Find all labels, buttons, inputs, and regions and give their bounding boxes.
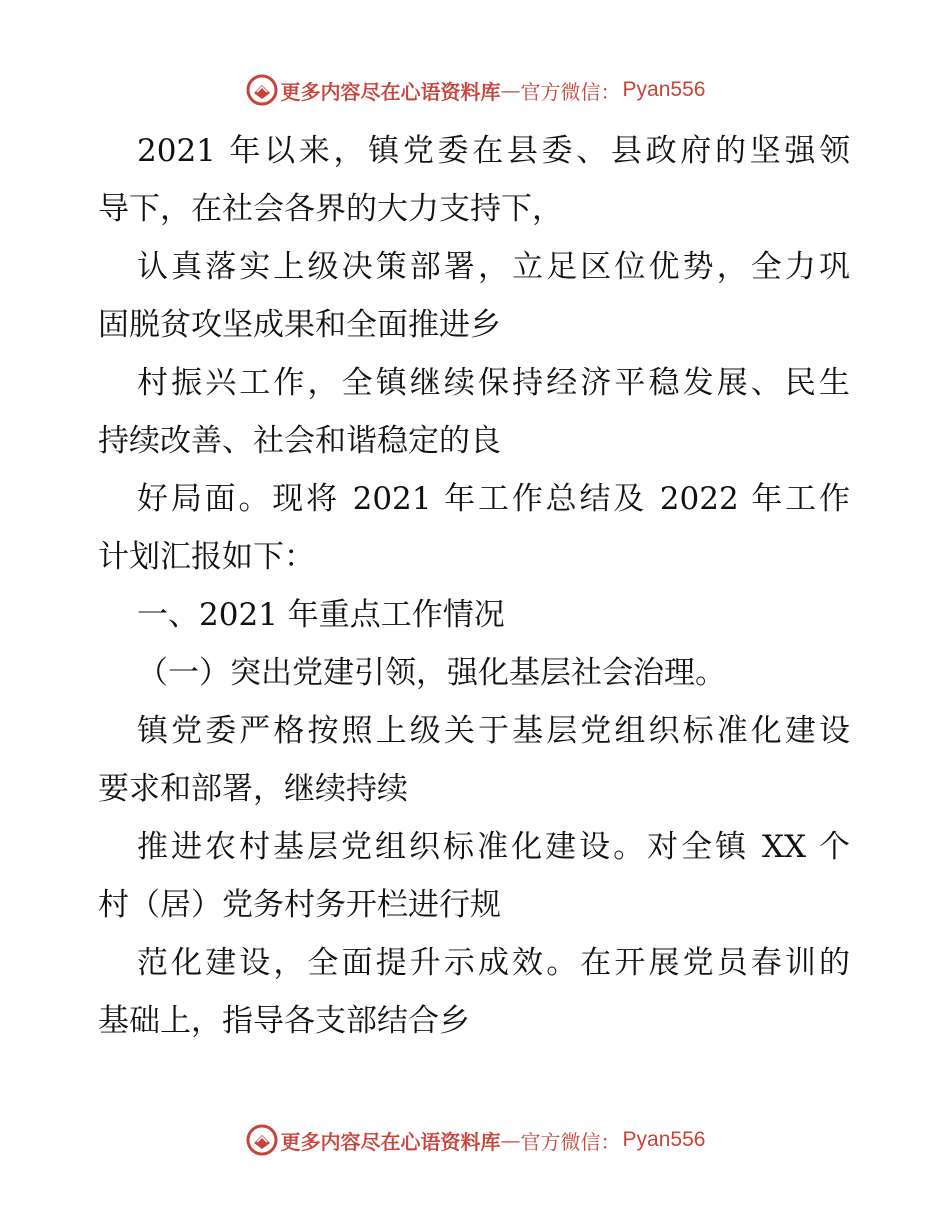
watermark-separator: — bbox=[500, 78, 521, 102]
body-line: 推进农村基层党组织标准化建设。对全镇 XX 个 bbox=[137, 829, 850, 865]
watermark-wechat-id: Pyan556 bbox=[622, 78, 706, 101]
body-line: 导下，在社会各界的大力支持下， bbox=[98, 191, 563, 227]
subsection-heading: （一）突出党建引领，强化基层社会治理。 bbox=[137, 655, 726, 691]
body-line: 固脱贫攻坚成果和全面推进乡 bbox=[98, 307, 501, 343]
body-line: 2021 年以来，镇党委在县委、县政府的坚强领 bbox=[137, 133, 850, 169]
body-line: 要求和部署，继续持续 bbox=[98, 771, 408, 807]
book-logo-icon bbox=[245, 73, 279, 107]
watermark-separator: — bbox=[500, 1128, 521, 1152]
body-line: 计划汇报如下： bbox=[98, 539, 315, 575]
body-line: 镇党委严格按照上级关于基层党组织标准化建设 bbox=[137, 713, 850, 749]
watermark-title: 更多内容尽在心语资料库 bbox=[280, 1129, 501, 1154]
body-line: 持续改善、社会和谐稳定的良 bbox=[98, 423, 501, 459]
watermark-wechat-label: 官方微信： bbox=[520, 79, 621, 104]
watermark-title: 更多内容尽在心语资料库 bbox=[280, 79, 501, 104]
watermark-wechat-label: 官方微信： bbox=[520, 1129, 621, 1154]
header-watermark bbox=[0, 70, 950, 110]
body-line: 村振兴工作，全镇继续保持经济平稳发展、民生 bbox=[137, 365, 850, 401]
book-logo-icon bbox=[245, 1123, 279, 1157]
watermark-wechat-id: Pyan556 bbox=[622, 1128, 706, 1151]
section-heading: 一、2021 年重点工作情况 bbox=[137, 597, 505, 633]
body-line: 基础上，指导各支部结合乡 bbox=[98, 1003, 470, 1039]
body-line: 好局面。现将 2021 年工作总结及 2022 年工作 bbox=[137, 481, 850, 517]
body-line: 村（居）党务村务开栏进行规 bbox=[98, 887, 501, 923]
body-line: 认真落实上级决策部署，立足区位优势，全力巩 bbox=[137, 249, 850, 285]
footer-watermark bbox=[0, 1120, 950, 1160]
body-line: 范化建设，全面提升示成效。在开展党员春训的 bbox=[137, 945, 850, 981]
